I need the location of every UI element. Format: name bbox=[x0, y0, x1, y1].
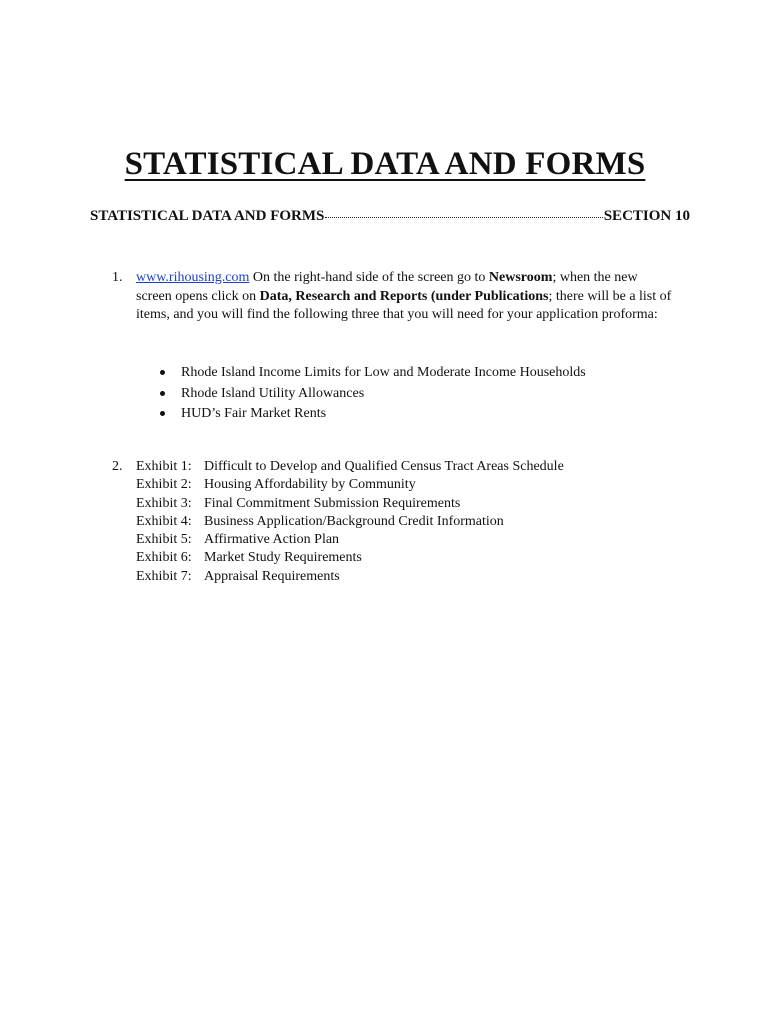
item-1-text-b: ; when the new screen opens click on bbox=[136, 270, 638, 304]
list-item-2 bbox=[112, 458, 564, 586]
data-research-emphasis: Data, Research and Reports (under Publications bbox=[259, 288, 549, 304]
exhibit-row bbox=[136, 531, 564, 549]
toc-line bbox=[90, 208, 690, 225]
exhibit-label: Exhibit 2: bbox=[136, 477, 192, 493]
exhibit-title: Affirmative Action Plan bbox=[204, 532, 340, 548]
exhibit-title: Market Study Requirements bbox=[204, 550, 362, 566]
toc-label: STATISTICAL DATA AND FORMS bbox=[90, 208, 325, 224]
bullet-item: Rhode Island Income Limits for Low and Moderate Income Households bbox=[160, 363, 586, 384]
exhibit-row bbox=[136, 476, 564, 494]
exhibit-title: Housing Affordability by Community bbox=[204, 477, 416, 493]
dot-leader bbox=[325, 217, 602, 218]
item-number: 2. bbox=[112, 459, 123, 474]
exhibit-label: Exhibit 6: bbox=[136, 550, 192, 566]
item-1-text-a: On the right-hand side of the screen go to bbox=[249, 270, 489, 285]
item-number: 1. bbox=[112, 270, 123, 285]
exhibit-row bbox=[136, 513, 564, 531]
item-1-text-c: ; there will be a list of items, and you will find the following three that you will need for your application proforma: bbox=[136, 288, 672, 322]
exhibit-title: Final Commitment Submission Requirements bbox=[204, 495, 461, 511]
rihousing-link[interactable]: www.rihousing.com bbox=[136, 270, 250, 285]
exhibit-label: Exhibit 5: bbox=[136, 532, 192, 548]
exhibit-row bbox=[136, 495, 564, 513]
exhibit-title: Difficult to Develop and Qualified Census Tract Areas Schedule bbox=[204, 459, 564, 474]
list-item-1 bbox=[112, 269, 672, 325]
exhibit-row bbox=[136, 458, 564, 476]
exhibit-label: Exhibit 7: bbox=[136, 568, 192, 584]
page-title: STATISTICAL DATA AND FORMS bbox=[124, 146, 646, 182]
newsroom-emphasis: Newsroom bbox=[488, 270, 553, 285]
exhibit-label: Exhibit 4: bbox=[136, 513, 192, 529]
item-1-text bbox=[136, 269, 672, 325]
exhibit-title: Business Application/Background Credit Information bbox=[204, 513, 504, 529]
bullet-item: HUD’s Fair Market Rents bbox=[160, 404, 586, 425]
toc-section: SECTION 10 bbox=[603, 208, 690, 224]
exhibit-row bbox=[136, 549, 564, 567]
exhibit-title: Appraisal Requirements bbox=[204, 568, 340, 584]
bullet-item: Rhode Island Utility Allowances bbox=[160, 384, 586, 405]
exhibit-label: Exhibit 1: bbox=[136, 459, 192, 474]
bullet-list bbox=[160, 363, 586, 425]
exhibit-row bbox=[136, 568, 564, 586]
exhibit-label: Exhibit 3: bbox=[136, 495, 192, 511]
